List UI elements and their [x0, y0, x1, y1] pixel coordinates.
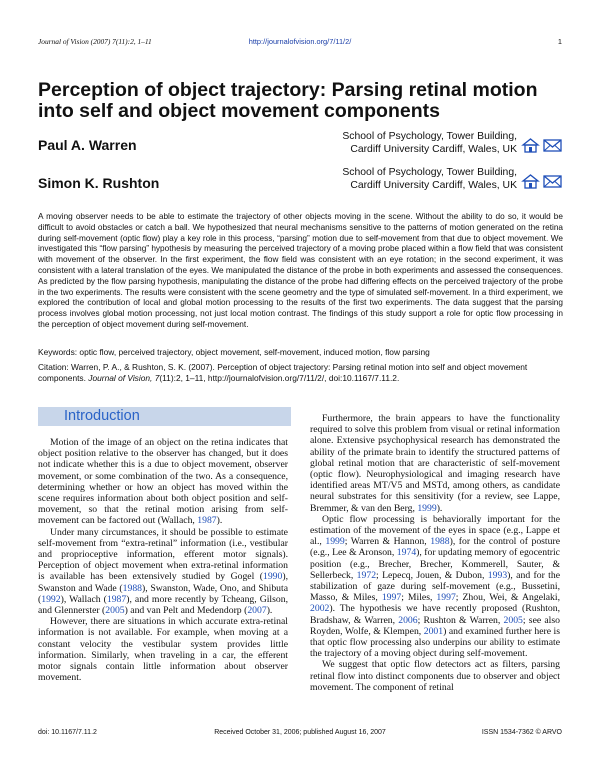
article-url-link[interactable]: http://journalofvision.org/7/11/2/	[248, 37, 352, 46]
affiliation-line: School of Psychology, Tower Building,	[342, 167, 517, 178]
paragraph: Under many circumstances, it should be possible to estimate self-movement from “extra-retinal” information (i.e., vestibular and proprioceptive information, efferent motor signals). Perception of object movement when extra-retinal information is available has been extensively studied by Gogel (1990), Swanston and Wade (1988), Swanston, Wade, Ono, and Shibuta (1992), Wallach (1987), and more recently by Tcheang, Gilson, and Glennerster (2005) and van Pelt and Medendorp (2007).	[38, 526, 288, 617]
author-name-1: Paul A. Warren	[38, 137, 137, 153]
paragraph: However, there are situations in which accurate extra-retinal information is not available. For example, when moving at a constant velocity the vestibular system provides little information. Similarly, when traveling in a car, the efferent motor signals contain little information about observer movement.	[38, 616, 288, 684]
author-affiliation-2	[342, 166, 517, 192]
citation-text: Citation: Warren, P. A., & Rushton, S. K. (2007). Perception of object trajectory: Parsing retinal motion into self and object movement components.	[38, 362, 528, 383]
article-title: Perception of object trajectory: Parsing retinal motion into self and object movement components	[38, 79, 538, 122]
body-column-right	[310, 413, 560, 693]
citation-journal: Journal of Vision, 7	[88, 372, 160, 383]
section-heading-box	[38, 407, 291, 426]
affiliation-line: School of Psychology, Tower Building,	[342, 131, 517, 142]
keywords: Keywords: optic flow, perceived trajectory, object movement, self-movement, induced motion, flow parsing	[38, 347, 430, 357]
paragraph: Optic flow processing is behaviorally important for the estimation of the movement of the eyes in space (e.g., Lappe et al., 1999; Warren & Hannon, 1988), for the control of posture (e.g., Lee & Aronson, 1974), for updating memory of egocentric position (e.g., Brecher, Brecher, Kommerell, Sauter, & Sellerbeck, 1972; Lepecq, Jouen, & Dubon, 1993), and for the stabilization of gaze during self-movement (e.g., Bussetini, Masso, & Miles, 1997; Miles, 1997; Zhou, Wei, & Angelaki, 2002). The hypothesis we have recently proposed (Rushton, Bradshaw, & Warren, 2006; Rushton & Warren, 2005; see also Royden, Wolfe, & Klempen, 2001) and examined further here is that optic flow processing also underpins our ability to estimate the trajectory of a moving object during self-movement.	[310, 513, 561, 660]
body-column-left	[38, 437, 288, 683]
citation	[38, 362, 563, 384]
page-number: 1	[557, 37, 562, 46]
paragraph: We suggest that optic flow detectors act as filters, parsing retinal flow into distinct components due to observer and object movement. The component of retinal	[310, 659, 560, 693]
author-name-2: Simon K. Rushton	[38, 175, 160, 191]
author-affiliation-1	[342, 130, 517, 156]
home-page-icon[interactable]	[521, 138, 540, 153]
journal-header: Journal of Vision (2007) 7(11):2, 1–11	[38, 37, 152, 46]
email-icon[interactable]	[543, 174, 562, 189]
home-page-icon[interactable]	[521, 174, 540, 189]
affiliation-line: Cardiff University Cardiff, Wales, UK	[350, 180, 517, 191]
paragraph: Furthermore, the brain appears to have the functionality required to solve this problem from visual or retinal information alone. Extensive psychophysical research has demonstrated the ability of the primate brain to identify the structured patterns of global retinal motion that are characteristic of self-movement (optic flow). Neurophysiological and imaging research have identified areas MT/V5 and MSTd, among others, as candidate neural substrates for this sensitivity (for a review, see Lappe, Bremmer, & van den Berg, 1999).	[310, 413, 560, 514]
footer-issn: ISSN 1534-7362 © ARVO	[481, 729, 562, 736]
citation-details: (11):2, 1–11, http://journalofvision.org/7/11/2/, doi:10.1167/7.11.2.	[159, 372, 400, 383]
author-links-2	[521, 174, 562, 189]
footer-doi: doi: 10.1167/7.11.2	[38, 729, 97, 736]
author-links-1	[521, 138, 562, 153]
abstract: A moving observer needs to be able to estimate the trajectory of other objects moving in the scene. Without the ability to do so, it would be difficult to avoid obstacles or catch a ball. We hypothesized that neural mechanisms sensitive to the patterns of motion generated on the retina during self-movement (optic flow) play a key role in this process, “parsing” motion due to self-movement from that due to object movement. We investigated this “flow parsing” hypothesis by measuring the perceived trajectory of a moving probe placed within a flow field that was consistent with movement of the observer. In the first experiment, the flow field was consistent with an eye rotation; in the second experiment, it was consistent with a lateral translation of the eyes. We manipulated the distance of the probe in both experiments and assessed the consequences. As predicted by the flow parsing hypothesis, manipulating the distance of the probe had differing effects on the perceived trajectory of the probe in the two experiments. The results were consistent with the scene geometry and the type of simulated self-movement. In a third experiment, we explored the contribution of local and global motion processing to the results of the first two experiments. The data suggest that the parsing process involves global motion processing, not just local motion contrast. The findings of this study support a role for optic flow processing in the perception of object movement during self-movement.	[38, 212, 563, 329]
affiliation-line: Cardiff University Cardiff, Wales, UK	[350, 144, 517, 155]
footer-dates: Received October 31, 2006; published August 16, 2007	[214, 729, 386, 736]
email-icon[interactable]	[543, 138, 562, 153]
section-heading: Introduction	[64, 408, 140, 424]
paragraph: Motion of the image of an object on the retina indicates that object position relative to the observer has changed, but it does not indicate whether this is a due to object movement, observer movement, or some combination of the two. As a consequence, determining whether or how an object has moved within the scene requires information about both object position and self-movement, so that the retinal motion arising from self-movement can be factored out (Wallach, 1987).	[38, 437, 288, 527]
